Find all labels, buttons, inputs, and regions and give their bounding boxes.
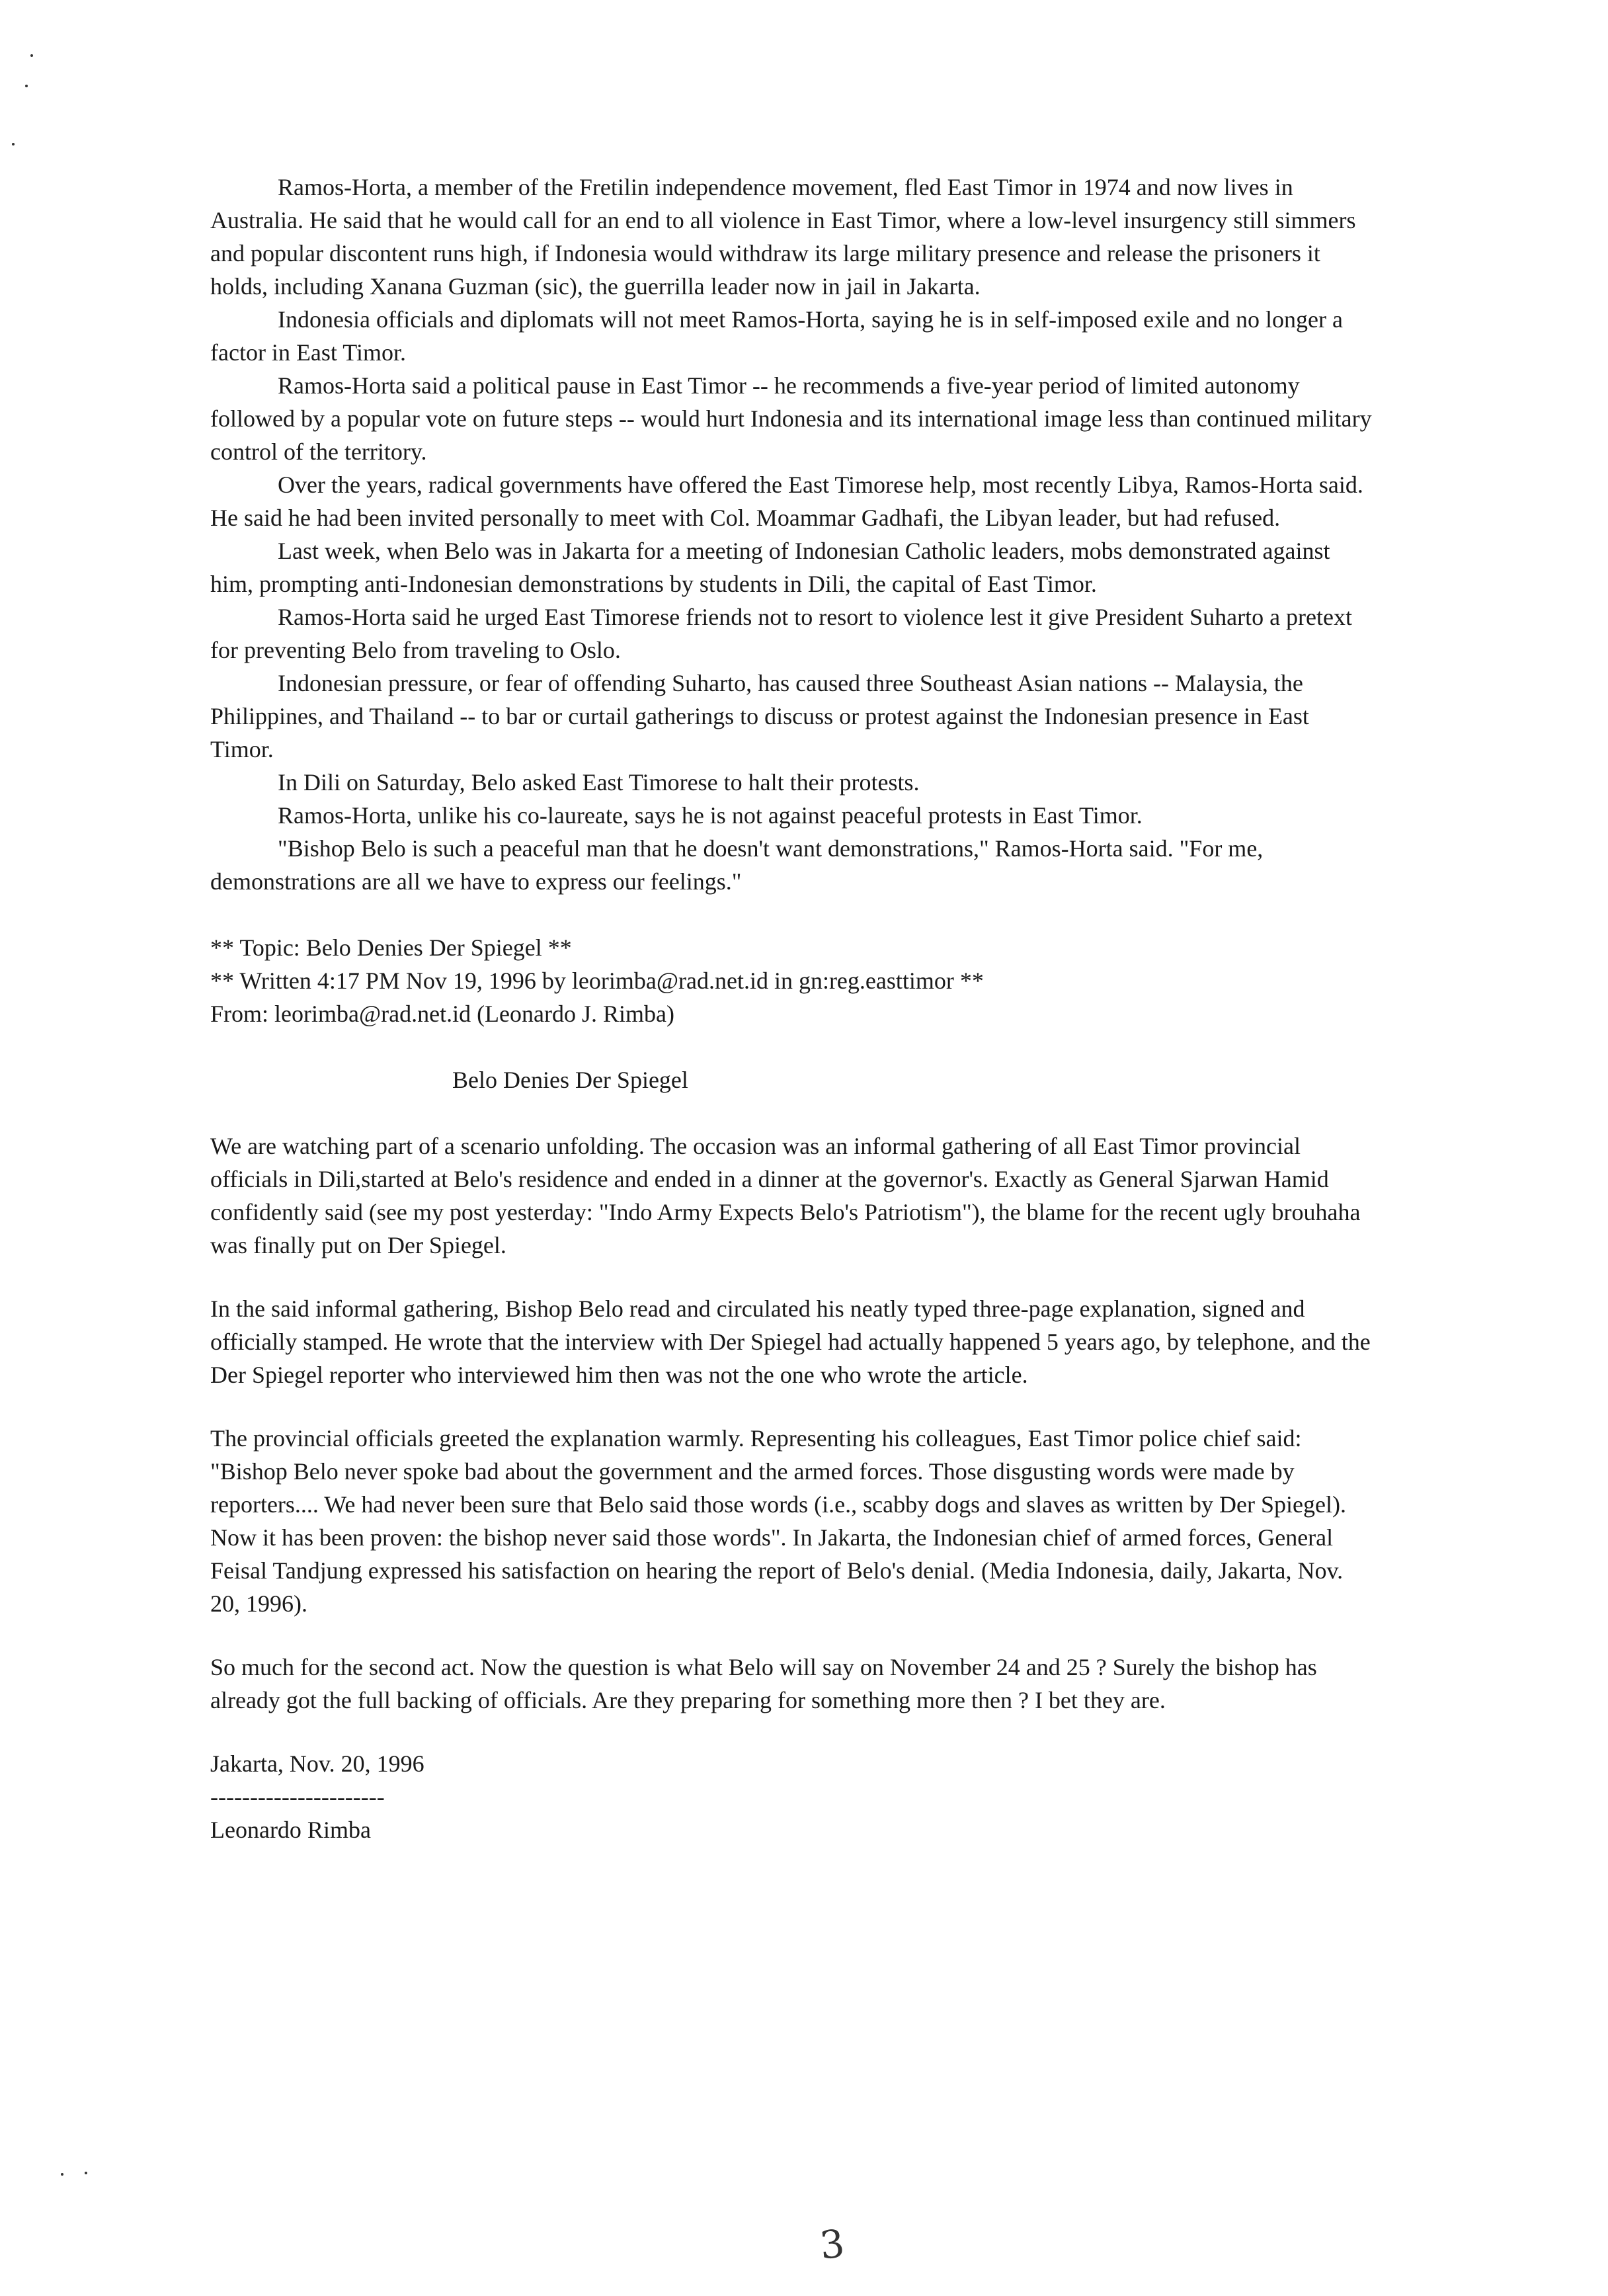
post-paragraph: We are watching part of a scenario unfolding. The occasion was an informal gathering of all East Timor provincial officials in Dili,started at Belo's residence and ended in a dinner at the governor's. Exactly as General Sjarwan Hamid confidently said (see my post yesterday: "Indo Army Expects Belo's Patriotism"), the blame for the recent ugly brouhaha was finally put on Der Spiegel. (210, 1133, 1361, 1258)
post-signature: Leonardo Rimba (210, 1817, 371, 1843)
post-written-line: ** Written 4:17 PM Nov 19, 1996 by leorimba@rad.net.id in gn:reg.easttimor ** (210, 967, 984, 994)
post-dateline: Jakarta, Nov. 20, 1996 (210, 1750, 424, 1777)
article-paragraph: Last week, when Belo was in Jakarta for a meeting of Indonesian Catholic leaders, mobs demonstrated against him, prompting anti-Indonesian demonstrations by students in Dili, the capital of East Timor. (210, 538, 1330, 597)
spacer (210, 898, 1374, 931)
post-paragraph: So much for the second act. Now the question is what Belo will say on November 24 and 25 ? Surely the bishop has already got the full backing of officials. Are they preparing for something more then ? I bet they are. (210, 1654, 1317, 1713)
page-number: 3 (817, 2221, 847, 2268)
scan-speck (12, 143, 15, 145)
article-paragraph: Over the years, radical governments have offered the East Timorese help, most recently Libya, Ramos-Horta said. He said he had been invited personally to meet with Col. Moammar Gadhafi, the Libyan leader, but had refused. (210, 472, 1363, 531)
document-body (210, 171, 1374, 1846)
scan-speck (61, 2173, 63, 2176)
post-paragraph: In the said informal gathering, Bishop Belo read and circulated his neatly typed three-page explanation, signed and officially stamped. He wrote that the interview with Der Spiegel had actually happened 5 years ago, by telephone, and the Der Spiegel reporter who interviewed him then was not the one who wrote the article. (210, 1295, 1371, 1388)
article-paragraph: Ramos-Horta, a member of the Fretilin independence movement, fled East Timor in 1974 and now lives in Australia. He said that he would call for an end to all violence in East Timor, where a low-level insurgency still simmers and popular discontent runs high, if Indonesia would withdraw its large military presence and release the prisoners it holds, including Xanana Guzman (sic), the guerrilla leader now in jail in Jakarta. (210, 174, 1356, 300)
article-paragraph: Ramos-Horta said a political pause in East Timor -- he recommends a five-year period of limited autonomy followed by a popular vote on future steps -- would hurt Indonesia and its international image less than continued military control of the territory. (210, 372, 1372, 465)
post-title: Belo Denies Der Spiegel (452, 1067, 688, 1093)
spacer (210, 1096, 1374, 1129)
post-from-line: From: leorimba@rad.net.id (Leonardo J. Rimba) (210, 1001, 674, 1027)
article-paragraph: In Dili on Saturday, Belo asked East Timorese to halt their protests. (278, 769, 920, 796)
scan-speck (25, 85, 28, 87)
article-paragraph: Indonesian pressure, or fear of offending Suharto, has caused three Southeast Asian nations -- Malaysia, the Philippines, and Thailand -- to bar or curtail gatherings to discuss or protest against the Indonesian presence in East Timor. (210, 670, 1309, 762)
post-paragraph: The provincial officials greeted the explanation warmly. Representing his colleagues, East Timor police chief said: "Bishop Belo never spoke bad about the government and the armed forces. Those disgusting words were made by reporters.... We had never been sure that Belo said those words (i.e., scabby dogs and slaves as written by Der Spiegel). Now it has been proven: the bishop never said those words". In Jakarta, the Indonesian chief of armed forces, General Feisal Tandjung expressed his satisfaction on hearing the report of Belo's denial. (Media Indonesia, daily, Jakarta, Nov. 20, 1996). (210, 1425, 1346, 1617)
article-paragraph: "Bishop Belo is such a peaceful man that he doesn't want demonstrations," Ramos-Horta said. "For me, demonstrations are all we have to express our feelings." (210, 835, 1264, 895)
article-paragraph: Ramos-Horta, unlike his co-laureate, says he is not against peaceful protests in East Timor. (278, 802, 1143, 829)
scan-speck (30, 54, 33, 57)
spacer (210, 1391, 1374, 1422)
post-topic: ** Topic: Belo Denies Der Spiegel ** (210, 934, 572, 961)
scan-speck (85, 2172, 87, 2174)
post-separator: ---------------------- (210, 1784, 385, 1810)
article-paragraph: Indonesia officials and diplomats will not meet Ramos-Horta, saying he is in self-imposed exile and no longer a factor in East Timor. (210, 306, 1343, 366)
spacer (210, 1030, 1374, 1063)
spacer (210, 1717, 1374, 1747)
spacer (210, 1620, 1374, 1651)
article-paragraph: Ramos-Horta said he urged East Timorese friends not to resort to violence lest it give President Suharto a pretext for preventing Belo from traveling to Oslo. (210, 604, 1353, 663)
spacer (210, 1262, 1374, 1292)
